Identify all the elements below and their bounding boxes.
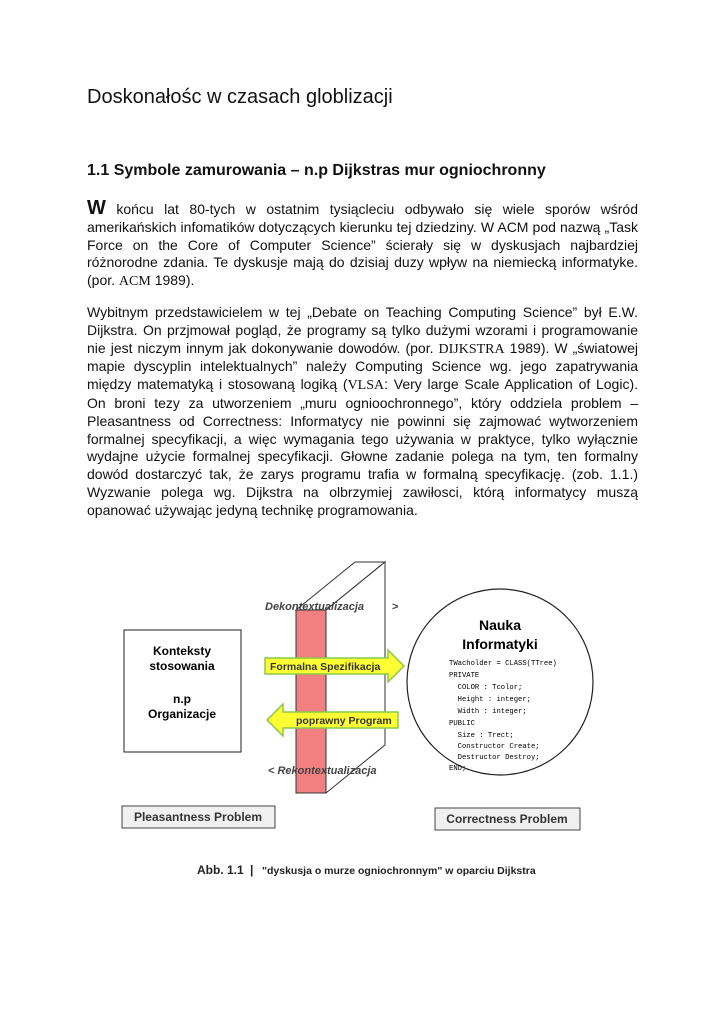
dekontext-label: Dekontextualizacja xyxy=(265,601,365,613)
dropcap: W xyxy=(87,197,106,219)
context-box-line4: Organizacje xyxy=(147,707,217,721)
code-line: END; xyxy=(449,765,467,773)
code-line: Width : integer; xyxy=(449,708,527,716)
context-box-line2: stosowania xyxy=(149,659,215,673)
circle-title-1: Nauka xyxy=(478,617,522,633)
paragraph-1 xyxy=(87,197,638,291)
code-line: PRIVATE xyxy=(449,672,480,680)
paragraph-2-text-b: 1989). W „światowej mapie dyscyplin intelektualnych” należy Computing Science wg. jego zapatrywania między matematyką i stosowaną logiką ( xyxy=(87,339,638,393)
correct-program-label: poprawny Program xyxy=(296,715,392,727)
figure-caption-number: Abb. 1.1 xyxy=(197,863,244,877)
paragraph-2 xyxy=(87,304,638,520)
section-heading: 1.1 Symbole zamurowania – n.p Dijkstras mur ogniochronny xyxy=(87,162,546,179)
rekontext-label: < Rekontextualizacja xyxy=(268,765,377,777)
paragraph-2-text-c: : Very large Scale Application of Logic). On broni tezy za utworzeniem „muru ognioochronnego”, który oddziela problem – Pleasantness od Correctness: Informatycy nie powinni się zajmować wytworzeniem formalnej specyfikacji, a więc wymagania tego używania w praktyce, tylko wyłącznie wydajne użycie formalnej specyfikacji. Głowne zadanie polega na tym, ten formalny dowód dostarczyć tak, że zarys programu trafia w formalną specyfikację. (zob. 1.1.) Wyzwanie polega wg. Dijkstra na olbrzymiej zawiłosci, którą informatycy muszą opanować używając jedyną technikę programowania. xyxy=(87,376,639,518)
firewall-figure xyxy=(110,555,610,890)
code-line: PUBLIC xyxy=(449,720,475,728)
code-line: COLOR : Tcolor; xyxy=(449,684,523,692)
figure-caption-text: "dyskusja o murze ogniochronnym" w oparciu Dijkstra xyxy=(262,865,536,877)
code-line: Constructor Create; xyxy=(449,743,540,751)
code-line: Destructor Destroy; xyxy=(449,754,540,762)
code-line: Size : Trect; xyxy=(449,732,514,740)
pleasantness-label: Pleasantness Problem xyxy=(133,810,263,824)
paragraph-2-text-a: Wybitnym przedstawicielem w tej „Debate on Teaching Computing Science” był E.W. Dijkstra. On przjmował pogląd, że programy są tylko dużymi wzorami i programowanie nie jest niczym innym jak dokonywanie dowodów. (por. xyxy=(87,304,638,356)
context-box-line1: Konteksty xyxy=(152,644,212,658)
context-box-line3: n.p xyxy=(173,692,191,706)
code-line: TWacholder = CLASS(TTree) xyxy=(449,660,557,668)
citation-dijkstra: DIJKSTRA xyxy=(438,341,505,357)
citation-vlsa: VLSA xyxy=(347,378,385,394)
circle-title-2: Informatyki xyxy=(462,636,538,652)
figure-caption-separator: | xyxy=(250,863,254,877)
formal-spec-label: Formalna Spezifikacja xyxy=(270,661,381,673)
code-line: Height : integer; xyxy=(449,696,531,704)
correctness-label: Correctness Problem xyxy=(446,812,568,826)
page-title: Doskonałośc w czasach globlizacji xyxy=(87,86,393,108)
citation-acm: ACM xyxy=(118,274,151,290)
paragraph-1-text-a: końcu lat 80-tych w ostatnim tysiącleciu odbywało się wiele sporów wśród amerikańskich infomatików dotyczących kierunku tej dziedziny. W ACM pod nazwą „Task Force on the Core of Computer Science” ścierały się w dyskusjach najbardziej różnorodne zdania. Te dyskusje mają do dzisiaj duzy wpływ na niemiecką informatyke. (por. xyxy=(87,201,638,289)
paragraph-1-text-b: 1989). xyxy=(150,272,195,289)
dekontext-arrow: > xyxy=(392,601,399,613)
